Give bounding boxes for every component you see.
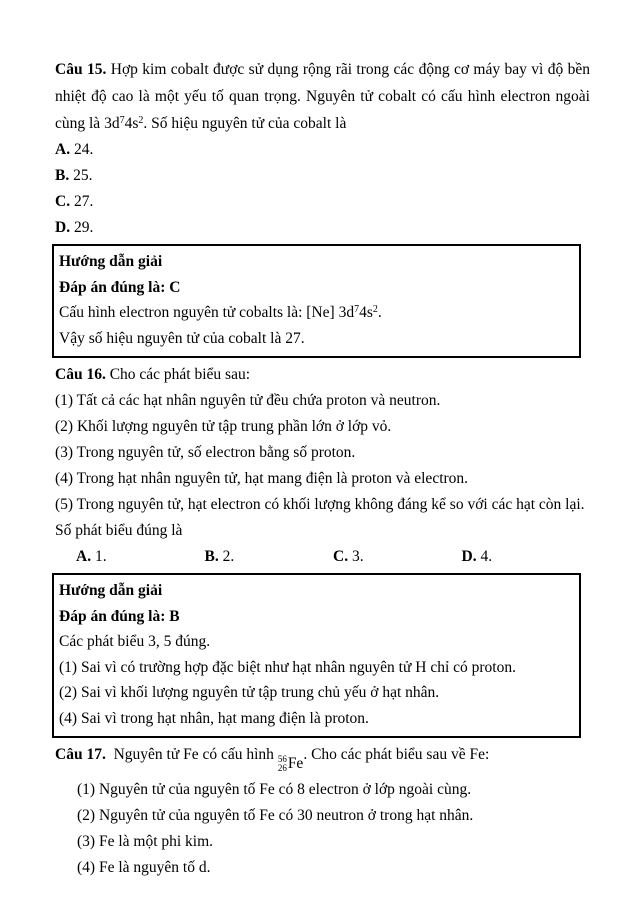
option-text: 27. bbox=[73, 193, 94, 210]
question-15-option-b bbox=[55, 163, 590, 189]
question-17-statement-2: (2) Nguyên tử của nguyên tố Fe có 30 neutron ở trong hạt nhân. bbox=[77, 807, 474, 824]
question-16-intro: Cho các phát biểu sau: bbox=[109, 366, 251, 383]
question-15-sup-2: 2 bbox=[138, 115, 144, 126]
isotope-mass-number: 56 bbox=[277, 754, 287, 764]
option-text: 29. bbox=[73, 219, 94, 236]
question-16-statement-2: (2) Khối lượng nguyên tử tập trung phần lớn ở lớp vỏ. bbox=[55, 418, 392, 435]
question-17-text bbox=[55, 742, 590, 777]
solution-answer: Đáp án đúng là: B bbox=[59, 607, 180, 625]
option-letter: C. bbox=[55, 193, 71, 210]
solution-line bbox=[59, 300, 573, 326]
question-16-label: Câu 16. bbox=[55, 366, 106, 383]
question-15-body-2: 4s bbox=[124, 115, 139, 132]
question-17-intro-post: . Cho các phát biểu sau về Fe: bbox=[303, 746, 490, 763]
solution-sup-2: 2 bbox=[372, 304, 378, 315]
solution-answer: Đáp án đúng là: C bbox=[59, 278, 181, 296]
solution-line: (2) Sai vì khối lượng nguyên tử tập trung chủ yếu ở hạt nhân. bbox=[59, 684, 440, 701]
solution-sup-1: 7 bbox=[354, 304, 360, 315]
option-letter: A. bbox=[55, 141, 71, 158]
solution-title: Hướng dẫn giải bbox=[59, 582, 163, 599]
question-15-option-d bbox=[55, 215, 590, 241]
question-16-statement-3: (3) Trong nguyên tử, số electron bằng số proton. bbox=[55, 444, 356, 461]
question-16-option-d bbox=[462, 544, 591, 570]
question-17-statement-4: (4) Fe là nguyên tố d. bbox=[77, 859, 211, 876]
solution-title: Hướng dẫn giải bbox=[59, 253, 163, 270]
solution-line: (1) Sai vì có trường hợp đặc biệt như hạt nhân nguyên tử H chỉ có proton. bbox=[59, 658, 516, 676]
isotope-numbers bbox=[278, 755, 287, 773]
question-16-option-c bbox=[333, 544, 462, 570]
question-15-text bbox=[55, 56, 590, 137]
question-16-statement-4: (4) Trong hạt nhân nguyên tử, hạt mang điện là proton và electron. bbox=[55, 470, 469, 487]
solution-box-q15 bbox=[52, 244, 581, 358]
question-15-body-1: Hợp kim cobalt được sử dụng rộng rãi trong các động cơ máy bay vì độ bền nhiệt độ cao là một yếu tố quan trọng. Nguyên tử cobalt có cấu hình electron ngoài cùng là 3d bbox=[55, 61, 591, 132]
option-letter: D. bbox=[461, 548, 477, 565]
question-16-text bbox=[55, 362, 590, 388]
option-letter: D. bbox=[55, 219, 71, 236]
question-16-options bbox=[55, 544, 590, 570]
question-16-option-a bbox=[76, 544, 205, 570]
option-text: 2. bbox=[222, 548, 235, 565]
question-17-intro: Nguyên tử Fe có cấu hình bbox=[113, 746, 274, 763]
option-letter: B. bbox=[204, 548, 219, 565]
question-15-body-3: . Số hiệu nguyên tử của cobalt là bbox=[143, 115, 347, 132]
question-15-label: Câu 15. bbox=[55, 61, 107, 78]
option-text: 3. bbox=[351, 548, 364, 565]
question-15-option-c bbox=[55, 189, 590, 215]
solution-line: Vậy số hiệu nguyên tử của cobalt là 27. bbox=[59, 329, 305, 347]
question-16-statement-5: (5) Trong nguyên tử, hạt electron có khối lượng không đáng kể so với các hạt còn lại. bbox=[55, 496, 585, 513]
solution-box-q16 bbox=[52, 573, 581, 738]
isotope-atomic-number: 26 bbox=[277, 763, 287, 773]
solution-line: (4) Sai vì trong hạt nhân, hạt mang điện là proton. bbox=[59, 709, 369, 727]
isotope-symbol: Fe bbox=[287, 755, 304, 772]
question-16-statement-1: (1) Tất cả các hạt nhân nguyên tử đều chứa proton và neutron. bbox=[55, 392, 441, 409]
option-letter: A. bbox=[76, 548, 92, 565]
question-15-sup-1: 7 bbox=[119, 115, 125, 126]
question-15-option-a bbox=[55, 137, 590, 163]
option-text: 24. bbox=[73, 141, 94, 158]
question-17-statement-1: (1) Nguyên tử của nguyên tố Fe có 8 electron ở lớp ngoài cùng. bbox=[77, 781, 472, 798]
solution-line-mid: 4s bbox=[359, 304, 373, 321]
solution-line-post: . bbox=[377, 304, 382, 321]
question-17-statement-3: (3) Fe là một phi kim. bbox=[77, 833, 214, 850]
question-17-label: Câu 17. bbox=[55, 746, 106, 763]
option-text: 25. bbox=[73, 167, 93, 184]
question-16-option-b bbox=[205, 544, 334, 570]
solution-line-pre: Cấu hình electron nguyên tử cobalts là: [Ne] 3d bbox=[59, 304, 355, 321]
option-letter: C. bbox=[333, 548, 349, 565]
isotope-notation bbox=[278, 751, 304, 777]
option-letter: B. bbox=[55, 167, 70, 184]
question-16-closing: Số phát biểu đúng là bbox=[55, 522, 183, 539]
solution-line: Các phát biểu 3, 5 đúng. bbox=[59, 633, 211, 650]
option-text: 1. bbox=[94, 548, 107, 565]
option-text: 4. bbox=[480, 548, 493, 565]
